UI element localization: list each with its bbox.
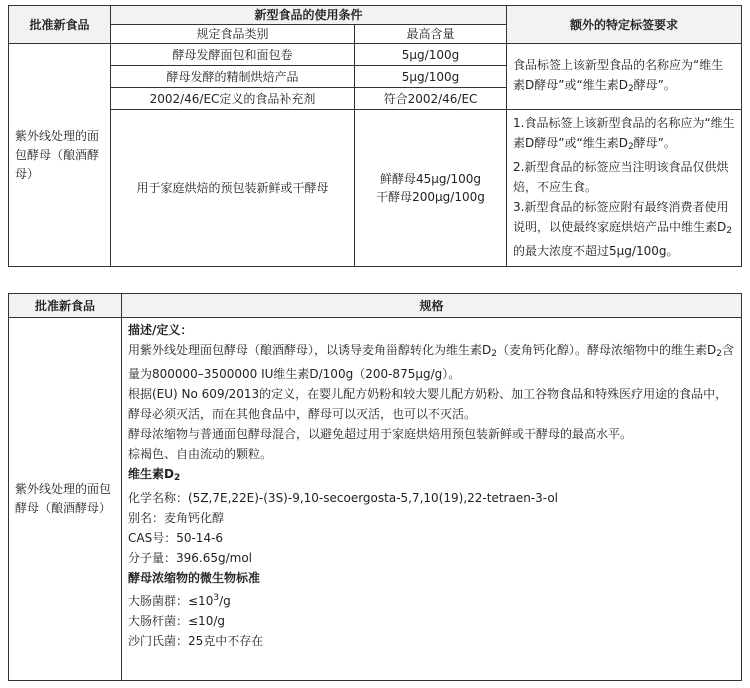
header-max-level: 最高含量: [355, 25, 507, 44]
salmonella-limit: 沙门氏菌：25克中不存在: [128, 634, 264, 648]
labeling-requirement-cell: [507, 110, 742, 267]
max-level-cell: 5μg/100g: [355, 44, 507, 66]
header-conditions: 新型食品的使用条件: [111, 6, 507, 25]
vitamin-d2-title: 维生素$D_2$: [128, 467, 181, 483]
specification-table: [8, 293, 742, 681]
food-name-cell: 紫外线处理的面包酵母（酿酒酵母）: [9, 318, 122, 681]
header-approved-food: 批准新食品: [9, 294, 122, 318]
header-category: 规定食品类别: [111, 25, 355, 44]
alias: 别名：麦角钙化醇: [128, 511, 225, 525]
description-para-3: 酵母浓缩物与普通面包酵母混合，以避免超过用于家庭烘焙用预包装新鲜或干酵母的最高水平。: [128, 427, 633, 441]
category-cell: 用于家庭烘焙的预包装新鲜或干酵母: [111, 110, 355, 267]
label-req-2: 2.新型食品的标签应当注明该食品仅供烘焙，不应生食。: [513, 160, 729, 194]
usage-conditions-table: [8, 5, 742, 267]
description-title: 描述/定义：: [128, 323, 193, 337]
specification-cell: [122, 318, 742, 681]
category-cell: 酵母发酵的精制烘焙产品: [111, 66, 355, 88]
description-para-2: 根据(EU) No 609/2013的定义，在婴儿配方奶粉和较大婴儿配方奶粉、加工谷物食品和特殊医疗用途的食品中，酵母必须灭活，而在其他食品中，酵母可以灭活，也可以不灭活。: [128, 387, 728, 421]
header-specification: 规格: [122, 294, 742, 318]
food-name-cell: 紫外线处理的面包酵母（酿酒酵母）: [9, 44, 111, 267]
max-level-cell: 5μg/100g: [355, 66, 507, 88]
max-level-cell: [355, 110, 507, 267]
description-para-4: 棕褐色、自由流动的颗粒。: [128, 447, 273, 461]
category-cell: 2002/46/EC定义的食品补充剂: [111, 88, 355, 110]
label-req-1: 1.食品标签上该新型食品的名称应为“维生素D酵母”或“维生素$D_2$酵母”。: [513, 116, 735, 152]
label-req-3: 3.新型食品的标签应附有最终消费者使用说明，以使最终家庭烘焙产品中维生素$D_2$的最大浓度不超过5μg/100g。: [513, 200, 732, 258]
ecoli-limit: 大肠杆菌：≤10/g: [128, 614, 225, 628]
header-labeling: 额外的特定标签要求: [507, 6, 742, 44]
labeling-requirement-cell: 食品标签上该新型食品的名称应为“维生素D酵母”或“维生素$D_2$酵母”。: [507, 44, 742, 110]
category-cell: 酵母发酵面包和面包卷: [111, 44, 355, 66]
fresh-yeast-level: 鲜酵母45μg/100g: [379, 172, 482, 186]
molecular-weight: 分子量：396.65g/mol: [128, 551, 253, 565]
description-para-1: 用紫外线处理面包酵母（酿酒酵母），以诱导麦角甾醇转化为维生素$D_2$（麦角钙化醇）。酵母浓缩物中的维生素$D_2$含量为800000–3500000 IU维生素D/100g（200-875μg/g）。: [128, 343, 734, 381]
coliform-limit: 大肠菌群：$\le 10^3/g$: [128, 593, 231, 608]
microbial-title: 酵母浓缩物的微生物标准: [128, 571, 261, 585]
chemical-name: 化学名称：(5Z,7E,22E)-(3S)-9,10-secoergosta-5,7,10(19),22-tetraen-3-ol: [128, 491, 558, 505]
max-level-cell: 符合2002/46/EC: [355, 88, 507, 110]
cas-number: CAS号：50-14-6: [128, 531, 224, 545]
dry-yeast-level: 干酵母200μg/100g: [376, 190, 485, 204]
header-approved-food: 批准新食品: [9, 6, 111, 44]
